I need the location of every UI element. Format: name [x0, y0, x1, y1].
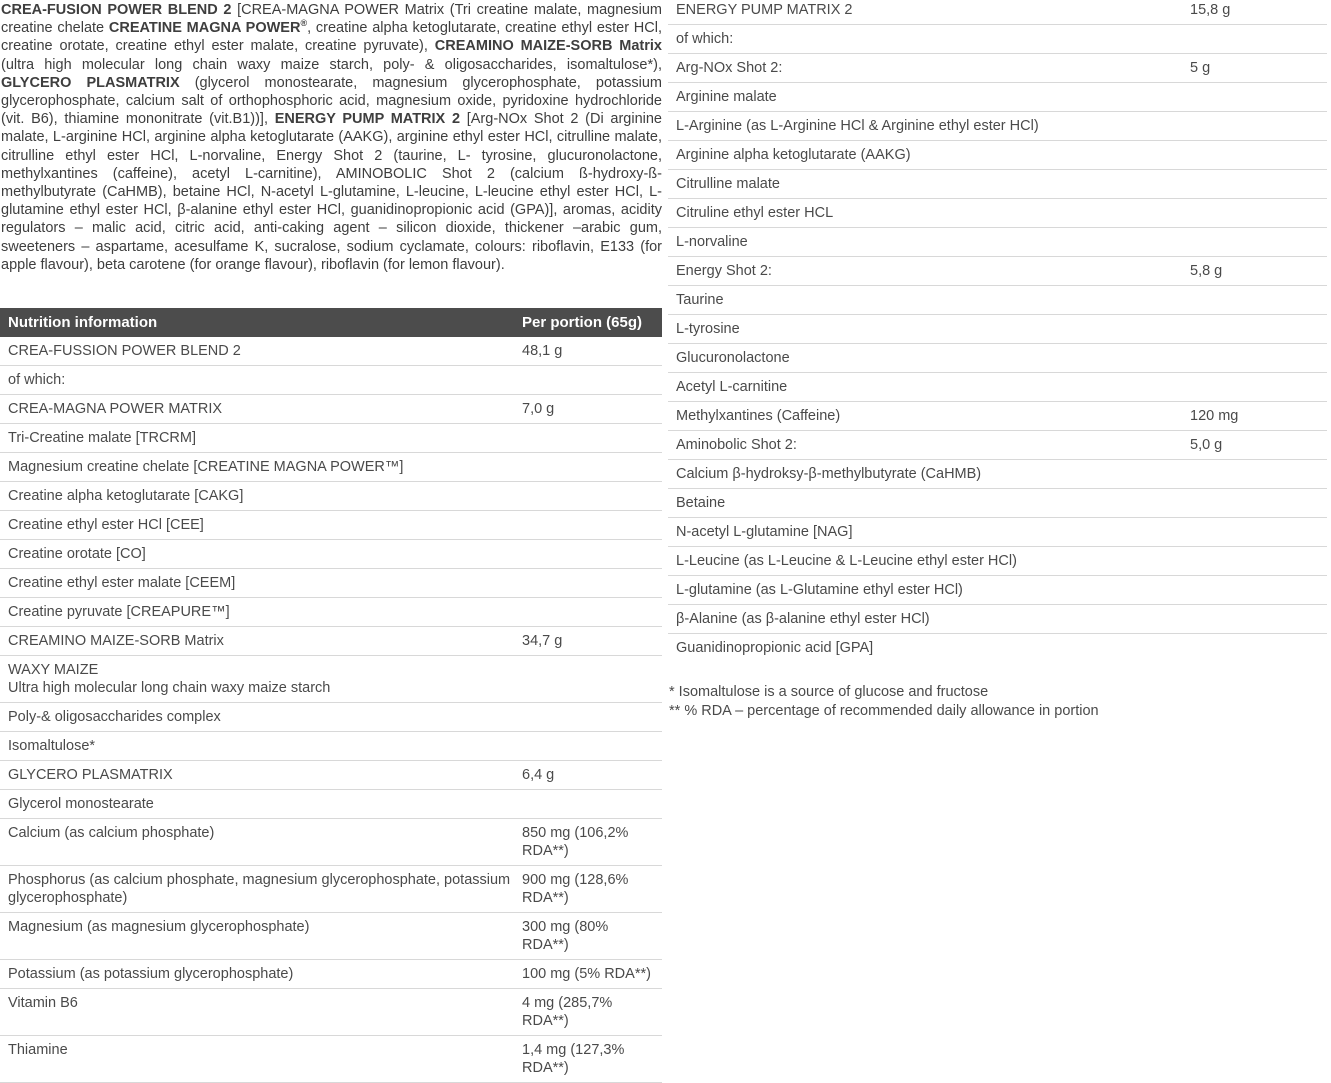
nutrient-value: 1,4 mg (127,3% RDA**) — [522, 1042, 625, 1077]
nutrient-label: Poly-& oligosaccharides complex — [8, 709, 221, 726]
nutrient-label: Magnesium creatine chelate [CREATINE MAGNA POWER™] — [8, 459, 404, 476]
ingredient-text: (glycerol monostearate, magnesium glycerophosphate, potassium glycerophosphate, calcium salt of orthophosphoric acid, magnesium oxide, pyridoxine hydrochloride (vit. B6), thiamine mononitrate (vit.B1))], — [1, 74, 662, 128]
nutrient-value: 48,1 g — [522, 343, 563, 360]
nutrient-label: N-acetyl L-glutamine [NAG] — [676, 524, 853, 540]
ingredient-text: [CREA-MAGNA POWER Matrix (Tri creatine malate, magnesium creatine chelate — [1, 2, 662, 37]
nutrient-row — [0, 395, 662, 424]
nutrient-row — [668, 257, 1327, 286]
ingredient-text: (ultra high molecular long chain waxy maize starch, poly- & oligosaccharides, isomaltulose*), — [1, 56, 662, 73]
nutrient-label: Arg-NOx Shot 2: — [676, 60, 783, 76]
nutrient-row — [0, 540, 662, 569]
ingredient-text: , creatine alpha ketoglutarate, creatine ethyl ester HCl, creatine orotate, creatine ethyl ester malate, creatine pyruvate), — [1, 20, 663, 55]
nutrient-label: Citrulline malate — [676, 176, 780, 192]
nutrient-label: CREA-FUSSION POWER BLEND 2 — [8, 343, 241, 360]
nutrient-label: Energy Shot 2: — [676, 263, 772, 279]
right-column — [668, 0, 1331, 1083]
ingredient-blend-name: ENERGY PUMP MATRIX 2 — [274, 111, 461, 128]
nutrient-row — [668, 112, 1327, 141]
nutrient-label: Taurine — [676, 292, 724, 308]
nutrient-row — [0, 656, 662, 703]
nutrient-value: 300 mg (80% RDA**) — [522, 919, 609, 954]
nutrient-label: CREA-MAGNA POWER MATRIX — [8, 401, 223, 418]
nutrient-row — [668, 141, 1327, 170]
nutrient-value: 4 mg (285,7% RDA**) — [522, 995, 613, 1030]
nutrient-row — [0, 598, 662, 627]
nutrient-row — [668, 460, 1327, 489]
nutrient-value: 5,8 g — [1190, 263, 1223, 279]
nutrient-row — [0, 337, 662, 366]
nutrition-table-right — [668, 0, 1327, 662]
nutrient-label: of which: — [8, 372, 66, 389]
footnotes — [668, 683, 1327, 720]
table-header-portion: Per portion (65g) — [522, 314, 643, 332]
nutrient-label: Betaine — [676, 495, 726, 511]
nutrient-row — [668, 199, 1327, 228]
footnote: * Isomaltulose is a source of glucose and fructose — [669, 684, 989, 700]
nutrient-label: L-tyrosine — [676, 321, 740, 337]
nutrient-row — [0, 482, 662, 511]
nutrition-table-left — [0, 337, 662, 1083]
nutrient-label: Creatine ethyl ester malate [CEEM] — [8, 575, 236, 592]
nutrient-label: Creatine orotate [CO] — [8, 546, 146, 563]
nutrient-row — [0, 453, 662, 482]
nutrient-value: 15,8 g — [1190, 2, 1231, 18]
nutrient-row — [668, 431, 1327, 460]
nutrition-table-header — [0, 308, 662, 337]
nutrient-value: 120 mg — [1190, 408, 1239, 424]
nutrient-label: Magnesium (as magnesium glycerophosphate) — [8, 919, 310, 936]
ingredient-blend-name: CREATINE MAGNA POWER — [108, 20, 301, 37]
left-column — [0, 0, 662, 1083]
nutrient-label: Aminobolic Shot 2: — [676, 437, 797, 453]
nutrient-label: Thiamine — [8, 1042, 68, 1059]
nutrient-label: Calcium β-hydroksy-β-methylbutyrate (CaHMB) — [676, 466, 982, 482]
nutrient-row — [668, 25, 1327, 54]
nutrient-row — [668, 170, 1327, 199]
ingredient-blend-name: CREA-FUSION POWER BLEND 2 — [1, 2, 232, 18]
nutrient-row — [0, 732, 662, 761]
nutrient-label: L-Arginine (as L-Arginine HCl & Arginine ethyl ester HCl) — [676, 118, 1039, 134]
nutrient-row — [668, 547, 1327, 576]
nutrient-label: Tri-Creatine malate [TRCRM] — [8, 430, 196, 447]
nutrient-row — [668, 605, 1327, 634]
nutrient-row — [0, 960, 662, 989]
nutrient-row — [668, 518, 1327, 547]
nutrient-value: 850 mg (106,2% RDA**) — [522, 825, 629, 860]
nutrient-value: 5 g — [1190, 60, 1211, 76]
nutrient-label: Methylxantines (Caffeine) — [676, 408, 841, 424]
nutrient-row — [0, 366, 662, 395]
nutrient-label: ENERGY PUMP MATRIX 2 — [676, 2, 853, 18]
nutrient-row — [0, 989, 662, 1036]
ingredient-text: [Arg-NOx Shot 2 (Di arginine malate, L-arginine HCl, arginine alpha ketoglutarate (AAKG), arginine ethyl ester HCl, citrulline malate, citrulline ethyl ester HCl, L-norvaline, Energy Shot 2 (taurine, L- tyrosine, glucuronolactone, methylxantines (caffeine), acetyl L-carnitine), AMINOBOLIC Shot 2 (calcium ß-hydroxy-ß-methylbutyrate (CaHMB), betaine HCl, N-acetyl L-glutamine, L-leucine, L-leucine ethyl ester HCl, L-glutamine ethyl ester HCl, β-alanine ethyl ester HCl, guanidinopropionic acid (GPA)], aromas, acidity regulators – malic acid, citric acid, anti-caking agent – silicon dioxide, thickener –arabic gum, sweeteners – aspartame, acesulfame K, sucralose, sodium cyclamate, colours: riboflavin, E133 (for apple flavour), beta carotene (for orange flavour), riboflavin (for lemon flavour). — [1, 111, 662, 273]
nutrient-row — [668, 0, 1327, 25]
footnote: ** % RDA – percentage of recommended daily allowance in portion — [669, 702, 1099, 719]
nutrient-row — [668, 402, 1327, 431]
nutrient-row — [668, 489, 1327, 518]
table-header-title: Nutrition information — [8, 314, 158, 332]
nutrient-value: 5,0 g — [1190, 437, 1223, 453]
nutrient-label: β-Alanine (as β-alanine ethyl ester HCl) — [676, 611, 930, 627]
nutrient-row — [0, 866, 662, 913]
nutrient-row — [668, 373, 1327, 402]
nutrient-row — [0, 761, 662, 790]
nutrient-label: Calcium (as calcium phosphate) — [8, 825, 215, 842]
nutrient-value: 34,7 g — [522, 633, 563, 650]
ingredient-blend-name: CREAMINO MAIZE-SORB Matrix — [434, 38, 662, 55]
nutrient-row — [668, 315, 1327, 344]
nutrient-label: L-norvaline — [676, 234, 748, 250]
nutrient-row — [0, 913, 662, 960]
nutrient-sublabel: Ultra high molecular long chain waxy maize starch — [8, 680, 331, 697]
nutrient-label: WAXY MAIZE Ultra high molecular long chain waxy maize starch — [8, 662, 331, 697]
nutrient-label: GLYCERO PLASMATRIX — [8, 767, 173, 784]
nutrient-row — [0, 703, 662, 732]
nutrient-label: Guanidinopropionic acid [GPA] — [676, 640, 874, 656]
nutrient-label: Phosphorus (as calcium phosphate, magnesium glycerophosphate, potassium glycerophosphate) — [8, 872, 511, 907]
nutrient-row — [668, 344, 1327, 373]
nutrient-label: L-glutamine (as L-Glutamine ethyl ester HCl) — [676, 582, 963, 598]
nutrient-row — [668, 83, 1327, 112]
nutrient-label: Acetyl L-carnitine — [676, 379, 788, 395]
nutrient-label: Glucuronolactone — [676, 350, 790, 366]
nutrient-row — [0, 790, 662, 819]
nutrient-row — [668, 54, 1327, 83]
nutrient-label: Creatine ethyl ester HCl [CEE] — [8, 517, 204, 534]
nutrient-value: 7,0 g — [522, 401, 555, 418]
nutrient-row — [0, 424, 662, 453]
nutrient-row — [0, 569, 662, 598]
nutrient-row — [0, 627, 662, 656]
nutrient-row — [0, 511, 662, 540]
nutrient-label: Glycerol monostearate — [8, 796, 154, 813]
nutrient-label: Creatine pyruvate [CREAPURE™] — [8, 604, 230, 621]
nutrient-row — [668, 286, 1327, 315]
nutrient-row — [668, 228, 1327, 257]
nutrient-value: 900 mg (128,6% RDA**) — [522, 872, 629, 907]
nutrient-label: Arginine alpha ketoglutarate (AAKG) — [676, 147, 911, 163]
nutrient-value: 100 mg (5% RDA**) — [522, 966, 651, 983]
nutrient-label: Vitamin B6 — [8, 995, 78, 1012]
nutrient-label: Creatine alpha ketoglutarate [CAKG] — [8, 488, 244, 505]
nutrient-label: CREAMINO MAIZE-SORB Matrix — [8, 633, 224, 650]
nutrient-label: Potassium (as potassium glycerophosphate) — [8, 966, 294, 983]
nutrient-value: 6,4 g — [522, 767, 555, 784]
nutrient-row — [668, 576, 1327, 605]
nutrient-row — [0, 819, 662, 866]
nutrient-row — [0, 1036, 662, 1083]
ingredients-paragraph — [0, 0, 662, 274]
nutrient-label: of which: — [676, 31, 734, 47]
ingredient-blend-name: ® — [300, 18, 308, 29]
ingredient-blend-name: GLYCERO PLASMATRIX — [1, 74, 180, 91]
nutrient-label: L-Leucine (as L-Leucine & L-Leucine ethyl ester HCl) — [676, 553, 1017, 569]
nutrient-label: Citruline ethyl ester HCL — [676, 205, 834, 221]
nutrient-row — [668, 634, 1327, 662]
nutrient-label: Arginine malate — [676, 89, 777, 105]
nutrient-label: Isomaltulose* — [8, 738, 96, 755]
